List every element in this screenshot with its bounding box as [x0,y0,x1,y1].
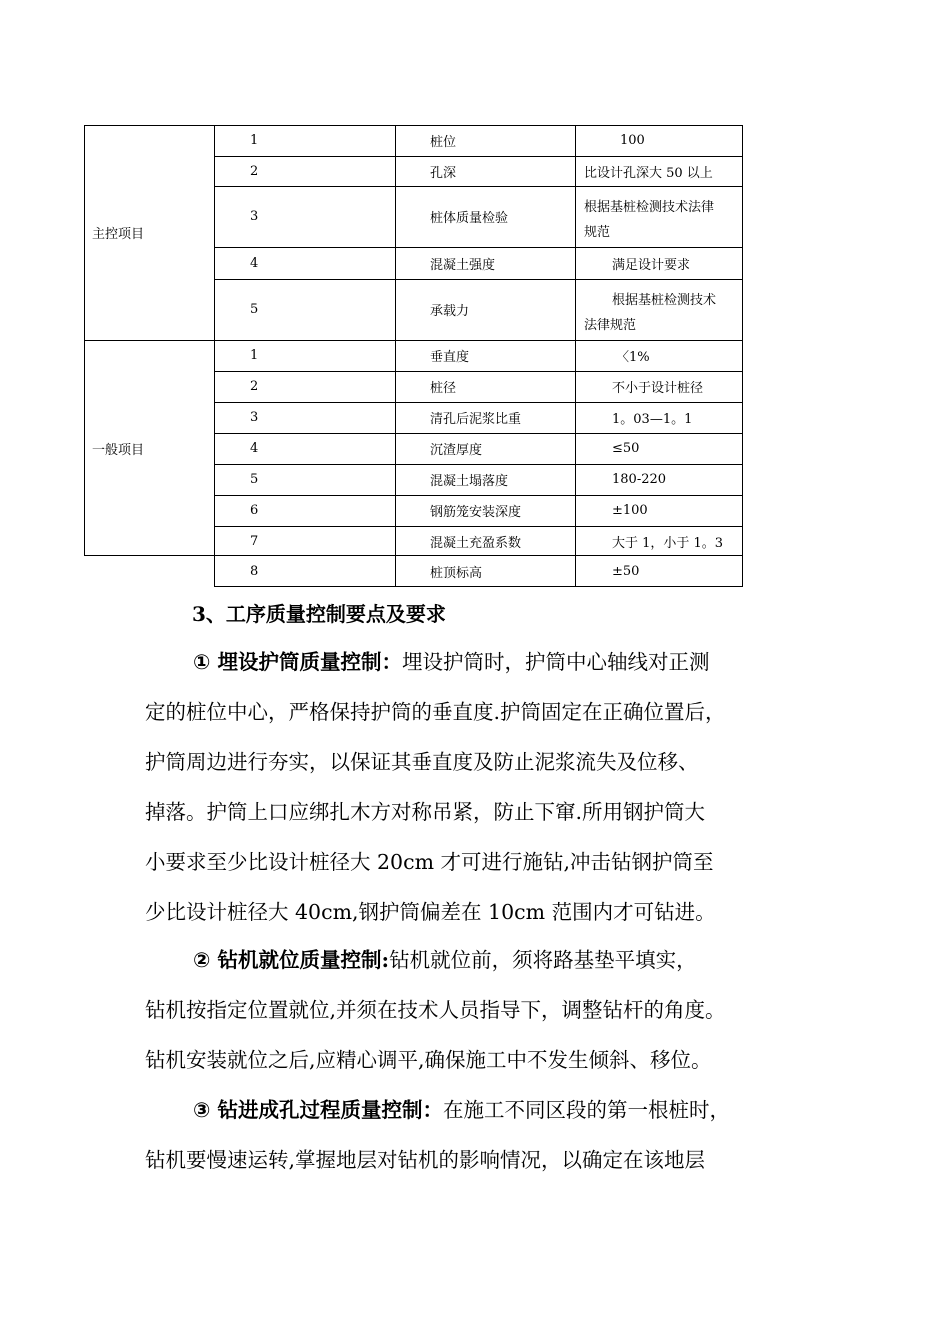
row-number: 5 [250,472,259,487]
group-label-general: 一般项目 [92,442,145,458]
row-item: 桩体质量检验 [430,211,509,226]
row-requirement: 大于 1，小于 1。3 [612,535,724,551]
row-requirement: 180-220 [612,472,667,487]
paragraph-title: 钻进成孔过程质量控制： [210,1098,443,1122]
row-number: 4 [250,255,259,271]
quality-table [84,125,743,587]
row-item: 混凝土充盈系数 [430,535,522,551]
paragraph-line [193,1095,730,1125]
table-row-line [214,279,743,280]
row-requirement: 100 [620,133,645,148]
paragraph-line: 护筒周边进行夯实，以保证其垂直度及防止泥浆流失及位移、 [145,750,699,774]
row-requirement: 根据基桩检测技术法律 [584,199,715,215]
row-number: 2 [250,163,259,179]
row-item: 混凝土强度 [430,257,496,273]
circled-number-3: ③ [193,1098,211,1122]
row-requirement: 根据基桩检测技术 [612,292,717,308]
row-item: 桩位 [430,135,457,150]
row-requirement-cont: 法律规范 [584,317,637,333]
paragraph-text: 埋设护筒时，护筒中心轴线对正测 [402,650,710,674]
paragraph-line: 钻机按指定位置就位,并须在技术人员指导下，调整钻杆的角度。 [145,998,726,1022]
circled-number-2: ② [193,948,211,972]
row-item: 孔深 [430,165,457,181]
row-item: 清孔后泥浆比重 [430,412,522,427]
row-item: 沉渣厚度 [430,443,483,458]
table-col-line [395,125,396,587]
paragraph-text: 钻机就位前，须将路基垫平填实， [389,948,697,972]
row-number: 6 [250,503,259,518]
row-number: 3 [250,410,259,425]
row-number: 5 [250,302,259,317]
paragraph-line [193,945,697,975]
row-item: 桩径 [430,381,457,396]
paragraph-line: 钻机要慢速运转,掌握地层对钻机的影响情况，以确定在该地层 [145,1148,706,1172]
row-item: 桩顶标高 [430,566,483,581]
row-number: 1 [250,348,259,363]
row-requirement-cont: 规范 [584,224,611,240]
row-requirement: ±100 [612,503,648,518]
paragraph-line: 掉落。护筒上口应绑扎木方对称吊紧，防止下窜.所用钢护筒大 [145,800,706,824]
row-item: 承载力 [430,304,470,319]
row-requirement: 1。03—1。1 [612,412,693,427]
row-requirement: ±50 [612,564,640,579]
paragraph-title: 钻机就位质量控制: [210,948,390,972]
paragraph-line: 定的桩位中心，严格保持护筒的垂直度.护筒固定在正确位置后， [145,700,726,724]
table-col-line [214,125,215,587]
table-border-right [742,125,743,587]
paragraph-line: 小要求至少比设计桩径大 20cm 才可进行施钻,冲击钻钢护筒至 [145,850,714,874]
row-requirement: ≤50 [612,441,640,456]
row-requirement: 不小于设计桩径 [612,381,704,396]
group-label-main: 主控项目 [92,227,145,242]
row-number: 2 [250,379,259,394]
row-number: 7 [250,533,259,549]
row-requirement: 比设计孔深大 50 以上 [584,165,713,181]
row-item: 垂直度 [430,350,470,365]
row-number: 1 [250,133,259,148]
paragraph-line [193,647,710,677]
paragraph-line: 钻机安装就位之后,应精心调平,确保施工中不发生倾斜、移位。 [145,1048,712,1072]
row-requirement: 满足设计要求 [612,257,691,273]
row-number: 4 [250,441,259,456]
table-col-line [575,125,576,587]
paragraph-text: 在施工不同区段的第一根桩时， [443,1098,730,1122]
paragraph-line: 少比设计桩径大 40cm,钢护筒偏差在 10cm 范围内才可钻进。 [145,900,716,924]
section-heading: 3、工序质量控制要点及要求 [192,602,446,626]
row-item: 钢筋笼安装深度 [430,505,522,520]
paragraph-title: 埋设护筒质量控制： [210,650,402,674]
row-number: 8 [250,564,259,579]
circled-number-1: ① [193,650,211,674]
row-requirement: 〈1% [616,350,650,365]
row-item: 混凝土塌落度 [430,474,509,489]
row-number: 3 [250,209,259,224]
